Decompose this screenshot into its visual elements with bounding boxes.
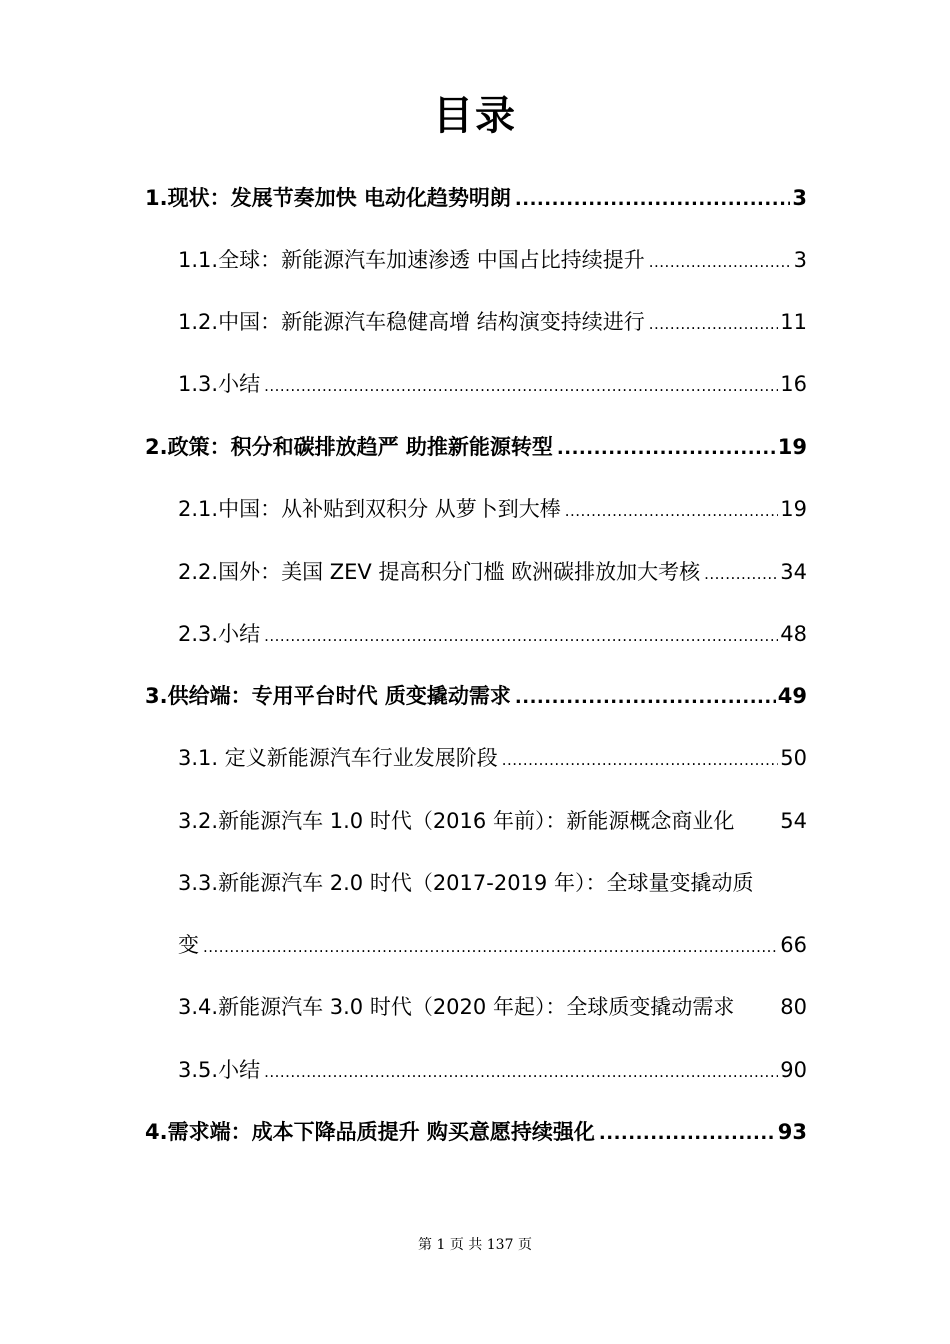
toc-entry-1-1[interactable]: [178, 243, 807, 277]
toc-entry-3-4[interactable]: [178, 990, 807, 1024]
toc-dot-leader: [649, 245, 792, 279]
footer-mid: 页 共: [449, 1237, 483, 1253]
toc-entry-3-5[interactable]: [178, 1053, 807, 1087]
toc-page-number: 16: [780, 372, 807, 396]
toc-page-number: 90: [780, 1058, 807, 1082]
toc-dot-leader: [557, 432, 776, 466]
toc-dot-leader: [264, 619, 778, 653]
toc-dot-leader: [203, 930, 778, 964]
toc-dot-leader: [515, 183, 790, 217]
toc-page-number: 49: [777, 684, 807, 708]
toc-entry-title: 1.2.中国：新能源汽车稳健高增 结构演变持续进行: [178, 310, 645, 334]
toc-entry-1-3[interactable]: [178, 367, 807, 401]
toc-page-number: 50: [780, 746, 807, 770]
toc-entry-3-3[interactable]: [178, 866, 807, 900]
toc-entry-title: 2.2.国外：美国 ZEV 提高积分门槛 欧洲碳排放加大考核: [178, 560, 701, 584]
toc-entry-title: 1.3.小结: [178, 372, 261, 396]
toc-entry-title: 变: [178, 933, 199, 957]
toc-page-number: 34: [780, 560, 807, 584]
toc-page-number: 48: [780, 622, 807, 646]
toc-entry-title: 3.2.新能源汽车 1.0 时代（2016 年前）：新能源概念商业化: [178, 809, 735, 833]
toc-entry-1-2[interactable]: [178, 305, 807, 339]
toc-entry-2[interactable]: [145, 430, 807, 464]
toc-page-number: 3: [792, 186, 807, 210]
toc-entry-title: 4.需求端：成本下降品质提升 购买意愿持续强化: [145, 1120, 595, 1144]
toc-entry-title: 3.5.小结: [178, 1058, 261, 1082]
toc-dot-leader: [264, 369, 778, 403]
toc-page-number: 19: [780, 497, 807, 521]
toc-entry-title: 3.1. 定义新能源汽车行业发展阶段: [178, 746, 498, 770]
toc-entry-title: 3.4.新能源汽车 3.0 时代（2020 年起）：全球质变撬动需求: [178, 995, 735, 1019]
toc-dot-leader: [565, 494, 779, 528]
toc-entry-title: 2.3.小结: [178, 622, 261, 646]
toc-page-number: 66: [780, 933, 807, 957]
page-footer: [0, 1235, 950, 1255]
toc-dot-leader: [704, 557, 778, 591]
toc-entry-2-1[interactable]: [178, 492, 807, 526]
toc-entry-2-3[interactable]: [178, 617, 807, 651]
toc-entry-3[interactable]: [145, 679, 807, 713]
toc-entry-title: 1.现状：发展节奏加快 电动化趋势明朗: [145, 186, 511, 210]
toc-page-number: 54: [780, 809, 807, 833]
toc-entry-3-2[interactable]: [178, 804, 807, 838]
toc-entry-title: 3.供给端：专用平台时代 质变撬动需求: [145, 684, 511, 708]
toc-entry-1[interactable]: [145, 181, 807, 215]
toc-page-number: 80: [780, 995, 807, 1019]
toc-dot-leader: [502, 743, 779, 777]
footer-current-page: 1: [436, 1237, 446, 1253]
toc-dot-leader: [649, 307, 779, 341]
toc-entry-3-3-continued[interactable]: [178, 928, 807, 962]
toc-entry-3-1[interactable]: [178, 741, 807, 775]
toc-page-number: 93: [777, 1120, 807, 1144]
toc-entry-title: 1.1.全球：新能源汽车加速渗透 中国占比持续提升: [178, 248, 645, 272]
toc-page-number: 3: [793, 248, 807, 272]
toc-page-number: 19: [777, 435, 807, 459]
toc-dot-leader: [515, 681, 776, 715]
page-title: 目录: [433, 93, 517, 139]
toc-entry-title: 2.1.中国：从补贴到双积分 从萝卜到大棒: [178, 497, 561, 521]
toc-entry-2-2[interactable]: [178, 555, 807, 589]
toc-page-number: 11: [780, 310, 807, 334]
toc-entry-title: 2.政策：积分和碳排放趋严 助推新能源转型: [145, 435, 553, 459]
footer-prefix: 第: [418, 1237, 433, 1253]
footer-suffix: 页: [517, 1237, 532, 1253]
toc-entry-title: 3.3.新能源汽车 2.0 时代（2017-2019 年）：全球量变撬动质: [178, 871, 754, 895]
toc-entry-4[interactable]: [145, 1115, 807, 1149]
footer-total-pages: 137: [486, 1237, 514, 1253]
toc-dot-leader: [599, 1117, 776, 1151]
toc-dot-leader: [264, 1055, 778, 1089]
